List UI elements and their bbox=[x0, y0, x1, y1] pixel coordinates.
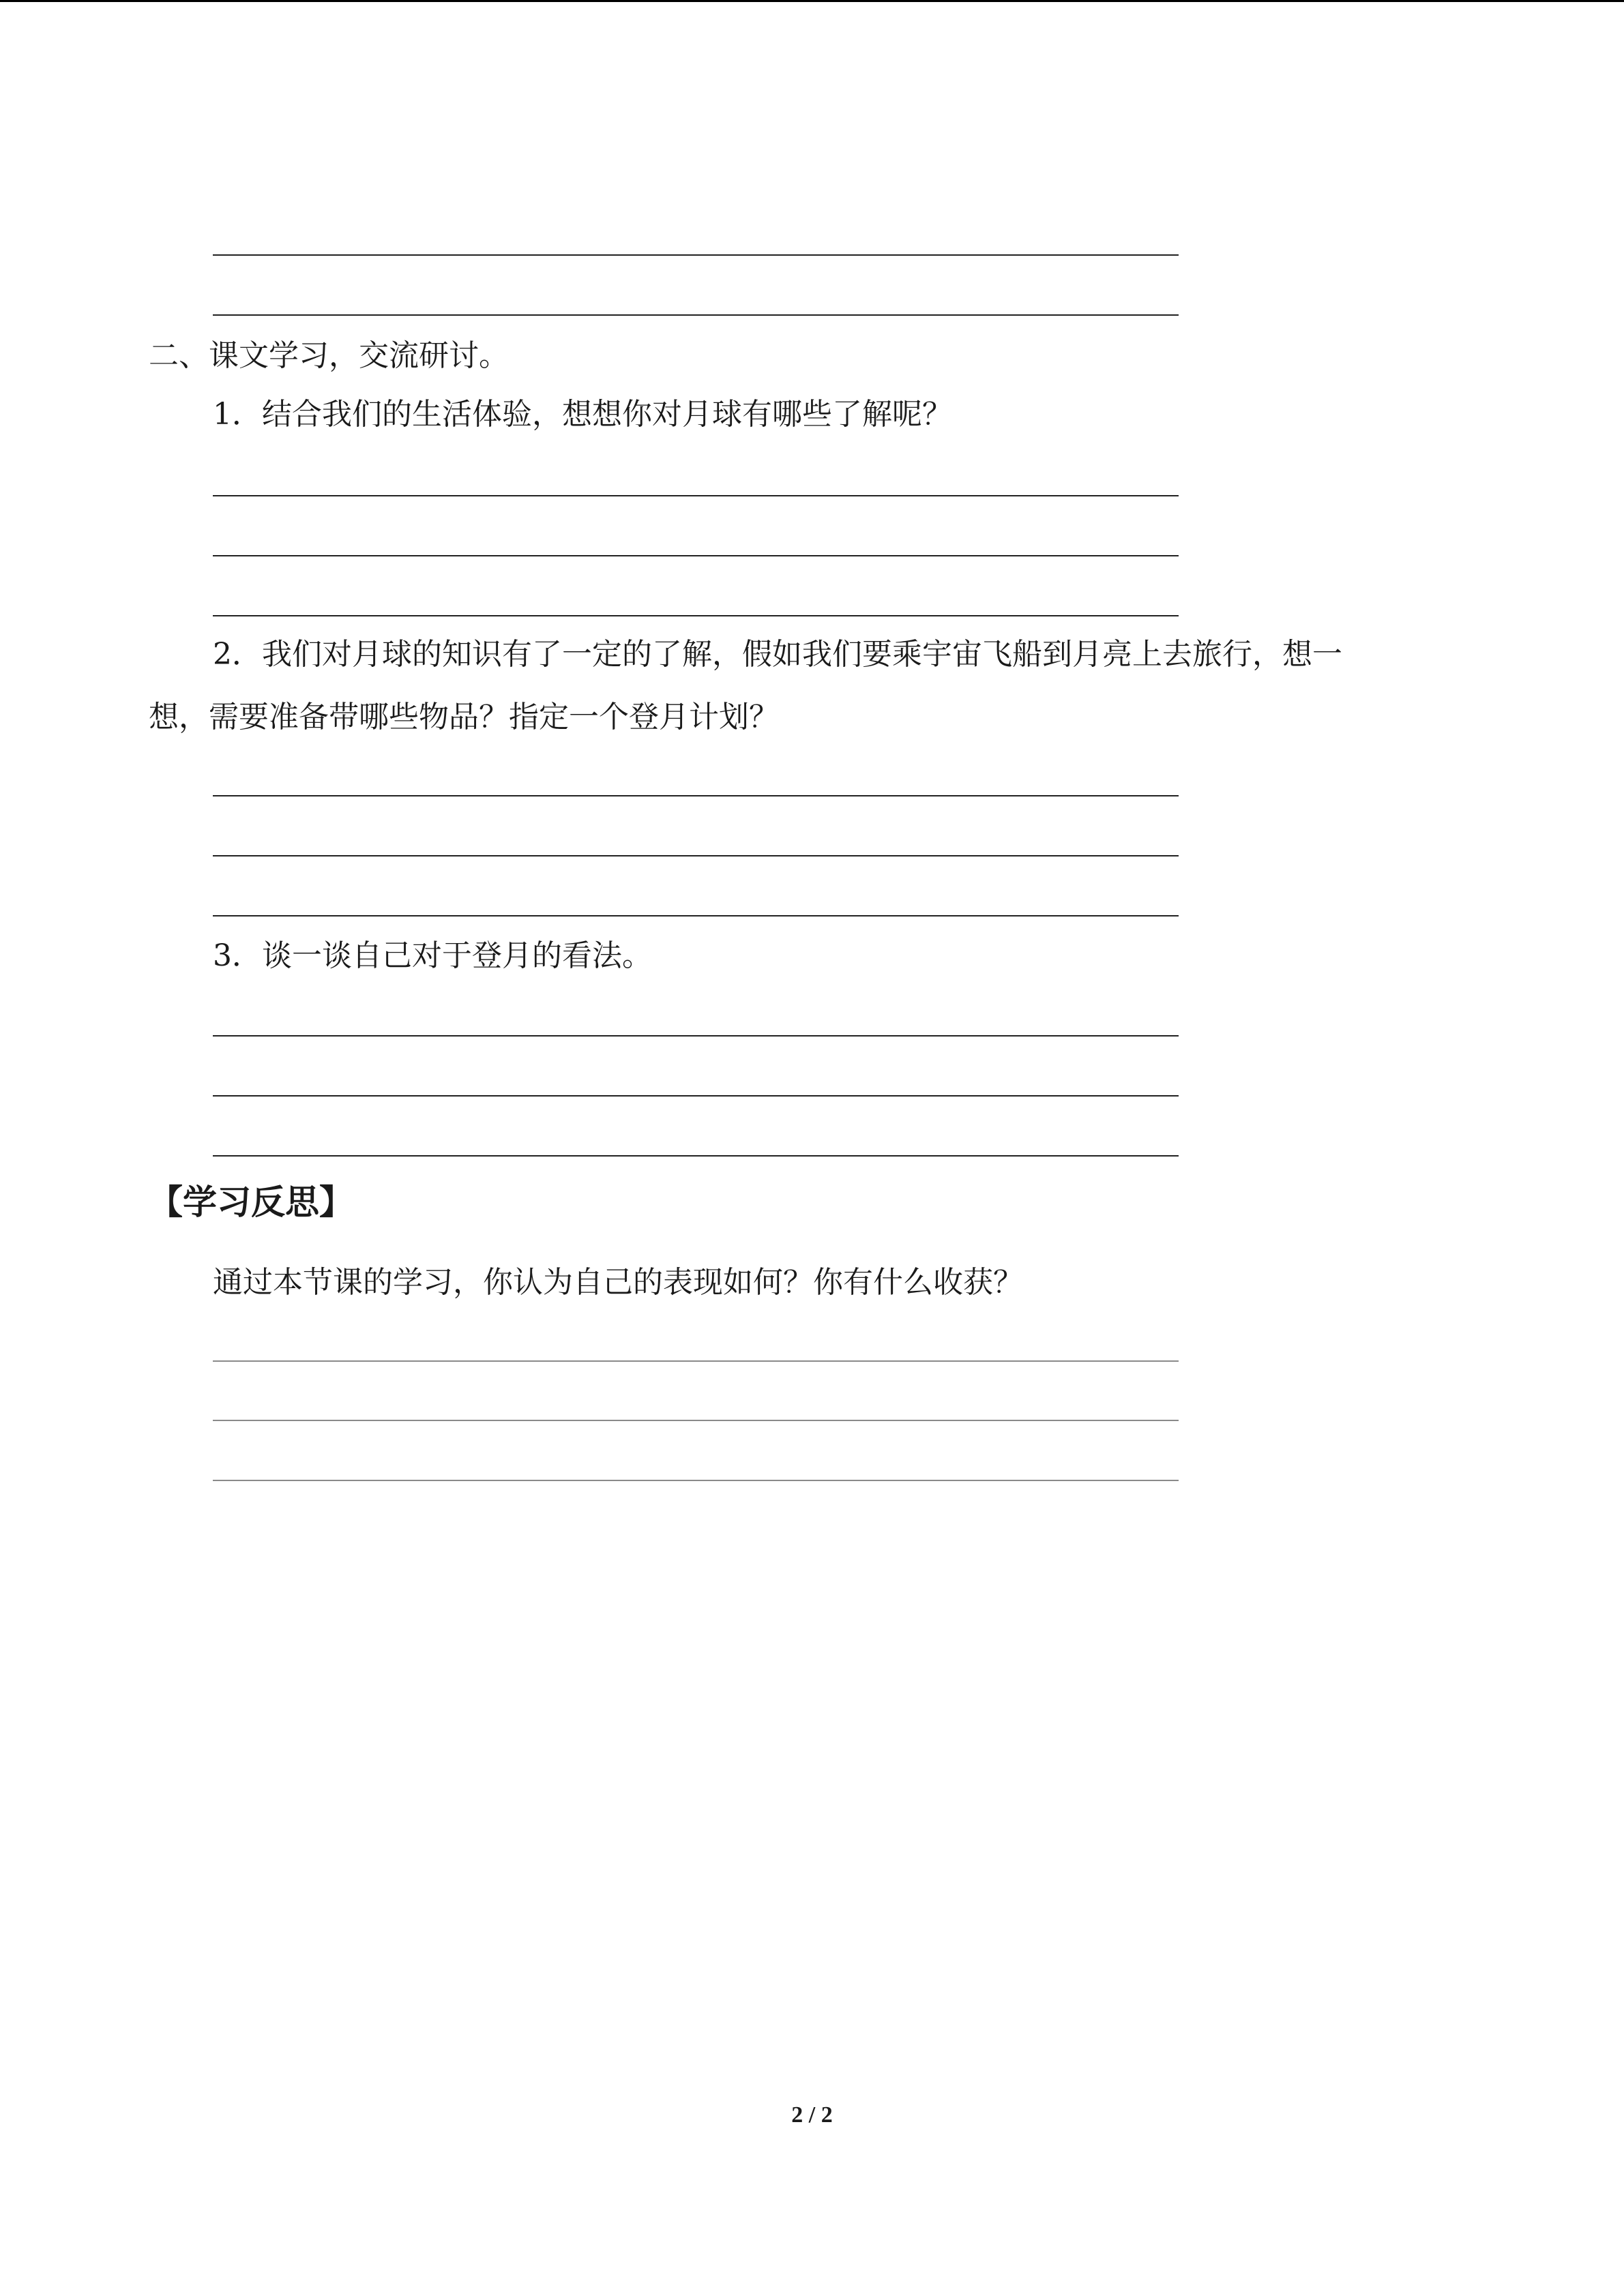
answer-line[interactable] bbox=[213, 855, 1179, 856]
answer-line[interactable] bbox=[213, 314, 1179, 316]
question-2-line-1: 2．我们对月球的知识有了一定的了解，假如我们要乘宇宙飞船到月亮上去旅行，想一 bbox=[213, 637, 1342, 672]
reflection-heading: 【学习反思】 bbox=[149, 1182, 353, 1222]
section-2-title: 二、课文学习，交流研讨。 bbox=[149, 338, 509, 373]
answer-line[interactable] bbox=[213, 1155, 1179, 1157]
answer-line[interactable] bbox=[213, 1420, 1179, 1421]
answer-line[interactable] bbox=[213, 1035, 1179, 1037]
question-3: 3．谈一谈自己对于登月的看法。 bbox=[213, 938, 652, 973]
answer-line[interactable] bbox=[213, 495, 1179, 496]
reflection-prompt: 通过本节课的学习，你认为自己的表现如何？你有什么收获？ bbox=[213, 1265, 1023, 1300]
answer-line[interactable] bbox=[213, 615, 1179, 616]
answer-line[interactable] bbox=[213, 915, 1179, 916]
answer-line[interactable] bbox=[213, 254, 1179, 256]
page-top-border bbox=[0, 0, 1624, 2]
answer-line[interactable] bbox=[213, 1480, 1179, 1481]
answer-line[interactable] bbox=[213, 1360, 1179, 1362]
question-1: 1．结合我们的生活体验，想想你对月球有哪些了解呢？ bbox=[213, 397, 952, 432]
answer-line[interactable] bbox=[213, 795, 1179, 796]
answer-line[interactable] bbox=[213, 555, 1179, 556]
answer-line[interactable] bbox=[213, 1095, 1179, 1097]
page-number: 2 / 2 bbox=[791, 2102, 833, 2128]
question-2-line-2: 想，需要准备带哪些物品？指定一个登月计划？ bbox=[149, 700, 779, 734]
